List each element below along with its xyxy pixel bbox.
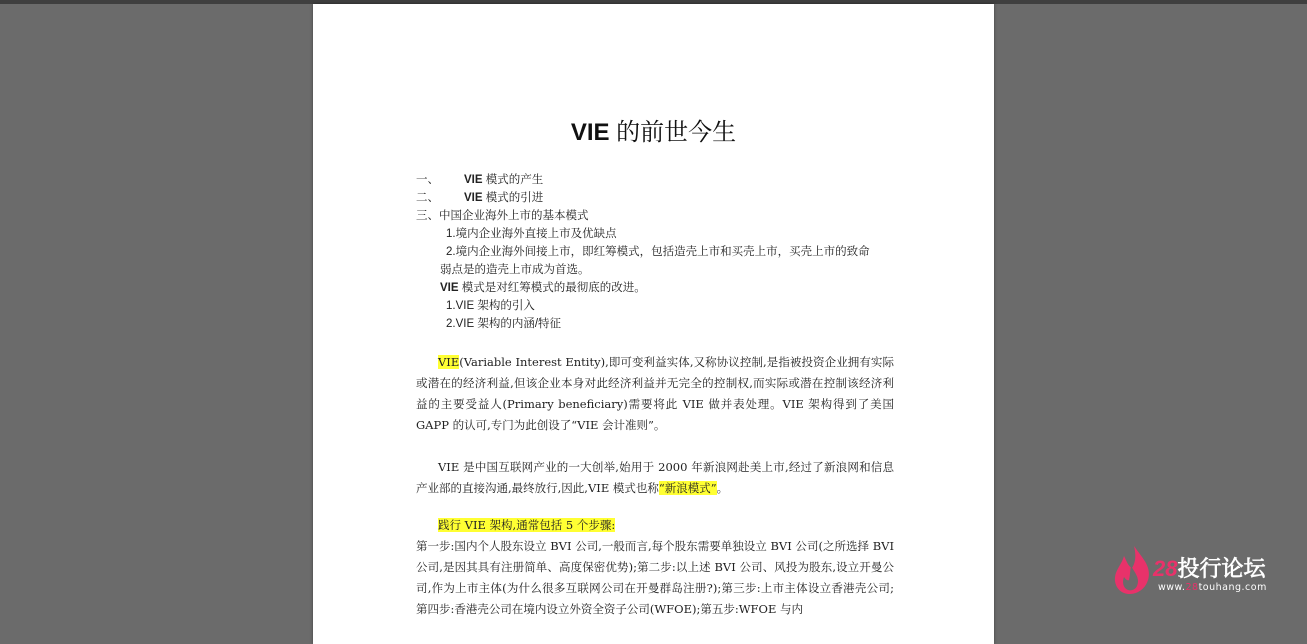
toc-subitem-4: 2.VIE 架构的内涵/特征 <box>446 318 562 330</box>
paragraph-steps-heading <box>416 515 894 536</box>
document-page <box>313 4 994 644</box>
toc-item-2: 二、 VIE 模式的引进 <box>416 192 544 204</box>
toc-subitem-2-cont: 弱点是的造壳上市成为首选。 <box>440 264 590 276</box>
toc-item-3: 三、中国企业海外上市的基本模式 <box>416 210 589 222</box>
paragraph-sina-model: VIE 是中国互联网产业的一大创举,始用于 2000 年新浪网赴美上市,经过了新浪网和信息产业部的直接沟通,最终放行,因此,VIE 模式也称“新浪模式”。 <box>416 460 894 495</box>
watermark-logo-text: 28投行论坛 <box>1153 556 1266 581</box>
toc-item-1: 一、 VIE 模式的产生 <box>416 174 544 186</box>
document-title: VIE 的前世今生 <box>570 119 737 146</box>
paragraph-steps: 第一步:国内个人股东设立 BVI 公司,一般而言,每个股东需要单独设立 BVI 公司(之所选择 BVI 公司,是因其具有注册简单、高度保密优势);第二步:以上述 BVI 公司、风投为股东,设立开曼公司,作为上市主体(为什么很多互联网公司在开曼群岛注册?);第三步:上市主体设立香港壳公司;第四步:香港壳公司在境内设立外资全资子公司(WFOE);第五步:WFOE 与内 <box>416 539 894 616</box>
toc-subitem-2: 2.境内企业海外间接上市，即红筹模式，包括造壳上市和买壳上市，买壳上市的致命 <box>446 246 870 258</box>
highlight-steps: 践行 VIE 架构,通常包括 5 个步骤: <box>438 518 616 532</box>
watermark-url: www.28touhang.com <box>1158 582 1267 593</box>
toc-subitem-1: 1.境内企业海外直接上市及优缺点 <box>446 228 617 240</box>
paragraph-vie-definition: VIE(Variable Interest Entity),即可变利益实体,又称协议控制,是指被投资企业拥有实际或潜在的经济利益,但该企业本身对此经济利益并无完全的控制权,而实际或潜在控制该经济利益的主要受益人(Primary beneficiary)需要将此 VIE 做并表处理。VIE 架构得到了美国 GAPP 的认可,专门为此创设了“VIE 会计准则”。 <box>416 355 894 432</box>
toc-subitem-3: 1.VIE 架构的引入 <box>446 300 535 312</box>
highlight-sina-model: “新浪模式” <box>658 481 717 495</box>
toc-vie-note: VIE 模式是对红筹模式的最彻底的改进。 <box>440 282 646 294</box>
highlight-vie: VIE <box>438 355 460 369</box>
